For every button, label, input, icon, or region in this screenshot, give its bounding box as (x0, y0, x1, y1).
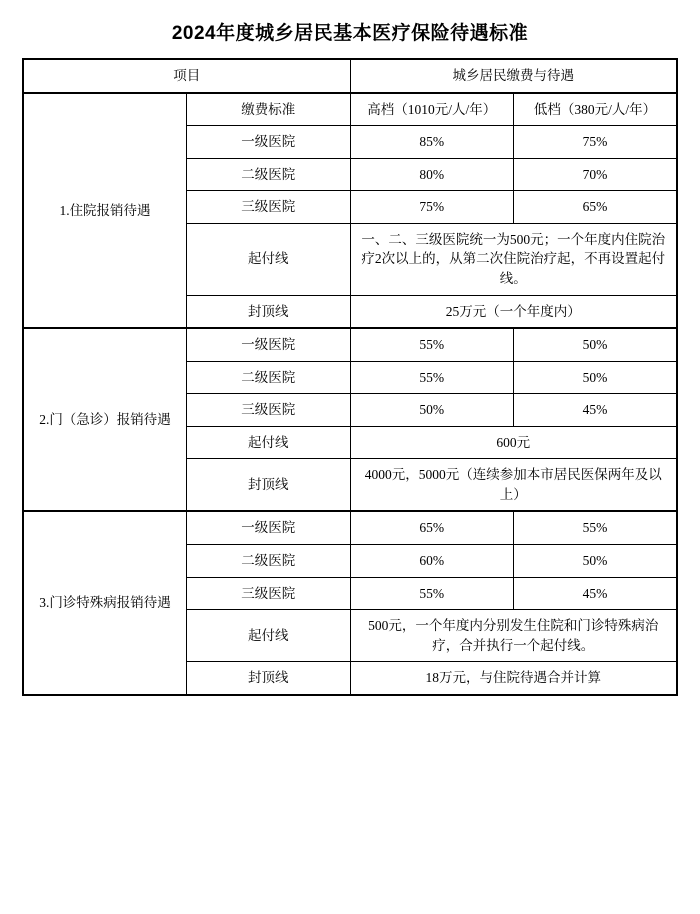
value-high: 65% (350, 511, 514, 544)
row-label: 缴费标准 (187, 93, 351, 126)
value-span: 一、二、三级医院统一为500元；一个年度内住院治疗2次以上的，从第二次住院治疗起，不再设置起付线。 (350, 223, 677, 295)
row-label: 起付线 (187, 610, 351, 662)
row-label: 三级医院 (187, 394, 351, 427)
table-row (23, 328, 677, 361)
table-header-row (23, 59, 677, 93)
value-high: 55% (350, 328, 514, 361)
value-low: 65% (514, 191, 678, 224)
value-span: 500元，一个年度内分别发生住院和门诊特殊病治疗，合并执行一个起付线。 (350, 610, 677, 662)
group-label-inpatient: 1.住院报销待遇 (23, 93, 187, 329)
table-body (23, 59, 677, 695)
value-span: 18万元，与住院待遇合并计算 (350, 662, 677, 695)
group-label-outpatient: 2.门（急诊）报销待遇 (23, 328, 187, 511)
value-high: 60% (350, 545, 514, 578)
row-label: 二级医院 (187, 545, 351, 578)
value-low: 50% (514, 328, 678, 361)
row-label: 封顶线 (187, 295, 351, 328)
row-label: 一级医院 (187, 328, 351, 361)
row-label: 三级医院 (187, 577, 351, 610)
header-item: 项目 (23, 59, 350, 93)
value-span: 4000元，5000元（连续参加本市居民医保两年及以上） (350, 459, 677, 512)
value-high: 55% (350, 361, 514, 394)
value-low: 50% (514, 361, 678, 394)
value-span: 25万元（一个年度内） (350, 295, 677, 328)
table-row (23, 93, 677, 126)
table-row (23, 511, 677, 544)
value-low: 70% (514, 158, 678, 191)
value-low: 低档（380元/人/年） (514, 93, 678, 126)
value-low: 45% (514, 577, 678, 610)
value-high: 80% (350, 158, 514, 191)
value-low: 55% (514, 511, 678, 544)
value-high: 55% (350, 577, 514, 610)
value-high: 75% (350, 191, 514, 224)
value-high: 85% (350, 126, 514, 159)
value-low: 45% (514, 394, 678, 427)
page-title: 2024年度城乡居民基本医疗保险待遇标准 (171, 23, 529, 44)
value-span: 600元 (350, 426, 677, 459)
row-label: 封顶线 (187, 662, 351, 695)
group-label-special-disease: 3.门诊特殊病报销待遇 (23, 511, 187, 694)
row-label: 起付线 (187, 223, 351, 295)
value-low: 50% (514, 545, 678, 578)
header-payment: 城乡居民缴费与待遇 (350, 59, 677, 93)
value-high: 高档（1010元/人/年） (350, 93, 514, 126)
row-label: 三级医院 (187, 191, 351, 224)
row-label: 二级医院 (187, 158, 351, 191)
benefits-table (22, 58, 678, 696)
value-low: 75% (514, 126, 678, 159)
row-label: 起付线 (187, 426, 351, 459)
row-label: 封顶线 (187, 459, 351, 512)
row-label: 一级医院 (187, 511, 351, 544)
row-label: 二级医院 (187, 361, 351, 394)
row-label: 一级医院 (187, 126, 351, 159)
value-high: 50% (350, 394, 514, 427)
